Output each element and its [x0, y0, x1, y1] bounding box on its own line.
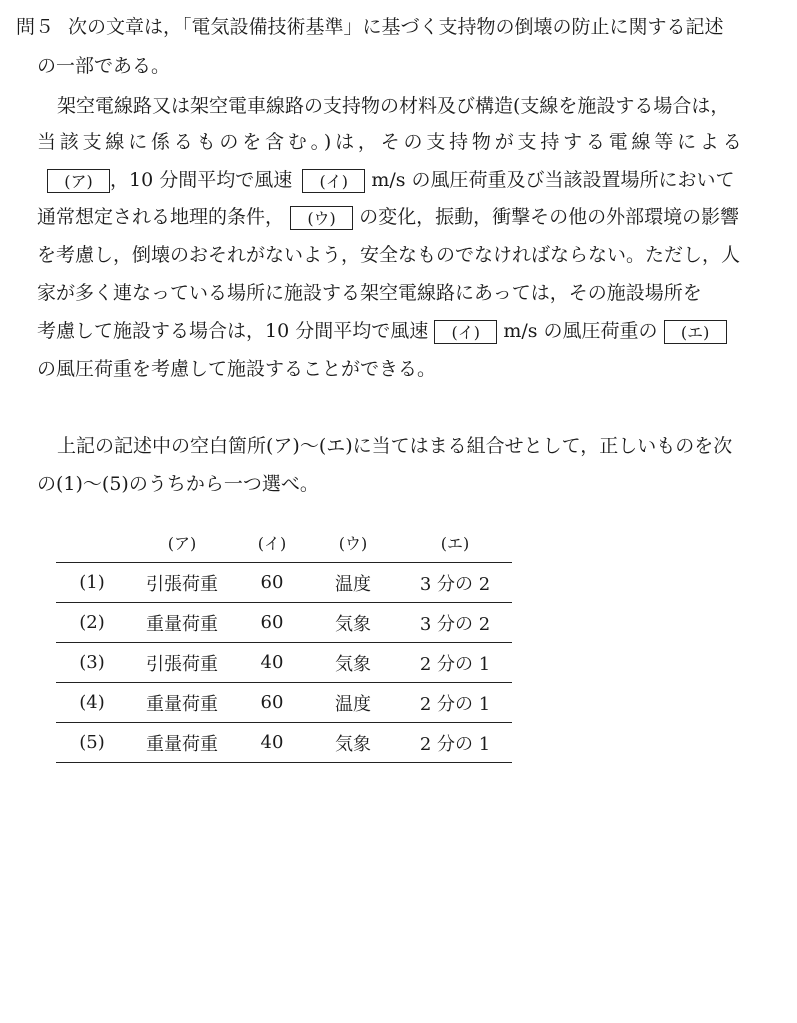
- table-cell: 引張荷重: [128, 643, 236, 683]
- paragraph-line-3: [47, 167, 735, 193]
- choice-number: (5): [56, 723, 128, 763]
- blank-a: (ア): [47, 169, 110, 193]
- paragraph-line-7-text-a: 考慮して施設する場合は，10 分間平均で風速: [37, 320, 429, 342]
- table-cell: 2 分の 1: [398, 723, 512, 763]
- choice-number: (3): [56, 643, 128, 683]
- table-cell: 60: [236, 683, 308, 723]
- paragraph-line-5: を考慮し，倒壊のおそれがないよう，安全なものでなければならない。ただし，人: [37, 244, 741, 266]
- paragraph-line-6: 家が多く連なっている場所に施設する架空電線路にあっては，その施設場所を: [37, 282, 702, 304]
- table-cell: 温度: [308, 563, 398, 603]
- question-line-1: [16, 14, 724, 40]
- instruction-line-2: の(1)～(5)のうちから一つ選べ。: [37, 473, 319, 495]
- table-header-cell: (エ): [398, 522, 512, 563]
- instruction-line-1: 上記の記述中の空白箇所(ア)～(エ)に当てはまる組合せとして，正しいものを次: [57, 435, 733, 457]
- paragraph-line-8: の風圧荷重を考慮して施設することができる。: [37, 358, 437, 380]
- table-cell: 3 分の 2: [398, 603, 512, 643]
- table-row: [56, 603, 512, 643]
- choice-number: (4): [56, 683, 128, 723]
- table-cell: 60: [236, 563, 308, 603]
- table-cell: 重量荷重: [128, 723, 236, 763]
- table-row: [56, 723, 512, 763]
- paragraph-line-7-text-b: m/s の風圧荷重の: [503, 320, 658, 342]
- table-cell: 気象: [308, 723, 398, 763]
- choices-table: [56, 522, 512, 763]
- table-header-row: [56, 522, 512, 563]
- table-cell: 40: [236, 723, 308, 763]
- table-header-cell: [56, 522, 128, 563]
- paragraph-line-4-text-a: 通常想定される地理的条件，: [37, 206, 285, 228]
- choice-number: (2): [56, 603, 128, 643]
- table-cell: 引張荷重: [128, 563, 236, 603]
- table-cell: 2 分の 1: [398, 683, 512, 723]
- paragraph-line-4-text-b: の変化，振動，衝撃その他の外部環境の影響: [359, 206, 740, 228]
- question-number: 問５: [16, 16, 55, 38]
- blank-i-second: (イ): [434, 320, 497, 344]
- table-header-cell: (ア): [128, 522, 236, 563]
- table-header-cell: (イ): [236, 522, 308, 563]
- table-row: [56, 643, 512, 683]
- blank-e: (エ): [664, 320, 727, 344]
- paragraph-line-2: 当該支線に係るものを含む。)は，その支持物が支持する電線等による: [37, 131, 746, 153]
- choice-number: (1): [56, 563, 128, 603]
- paragraph-line-3-text-a: ，10 分間平均で風速: [110, 169, 293, 191]
- table-row: [56, 563, 512, 603]
- table-cell: 気象: [308, 603, 398, 643]
- table-cell: 温度: [308, 683, 398, 723]
- table-cell: 重量荷重: [128, 683, 236, 723]
- paragraph-line-4: [37, 204, 739, 230]
- table-header-cell: (ウ): [308, 522, 398, 563]
- table-row: [56, 683, 512, 723]
- blank-i: (イ): [302, 169, 365, 193]
- question-line-2: の一部である。: [37, 55, 171, 77]
- table-cell: 3 分の 2: [398, 563, 512, 603]
- table-cell: 40: [236, 643, 308, 683]
- paragraph-line-3-text-b: m/s の風圧荷重及び当該設置場所において: [371, 169, 735, 191]
- question-text: 次の文章は，「電気設備技術基準」に基づく支持物の倒壊の防止に関する記述: [68, 16, 724, 38]
- table-cell: 2 分の 1: [398, 643, 512, 683]
- table-cell: 60: [236, 603, 308, 643]
- paragraph-line-7: [37, 318, 727, 344]
- table-cell: 重量荷重: [128, 603, 236, 643]
- blank-u: (ウ): [290, 206, 353, 230]
- table-cell: 気象: [308, 643, 398, 683]
- paragraph-line-1: 架空電線路又は架空電車線路の支持物の材料及び構造(支線を施設する場合は，: [57, 95, 730, 117]
